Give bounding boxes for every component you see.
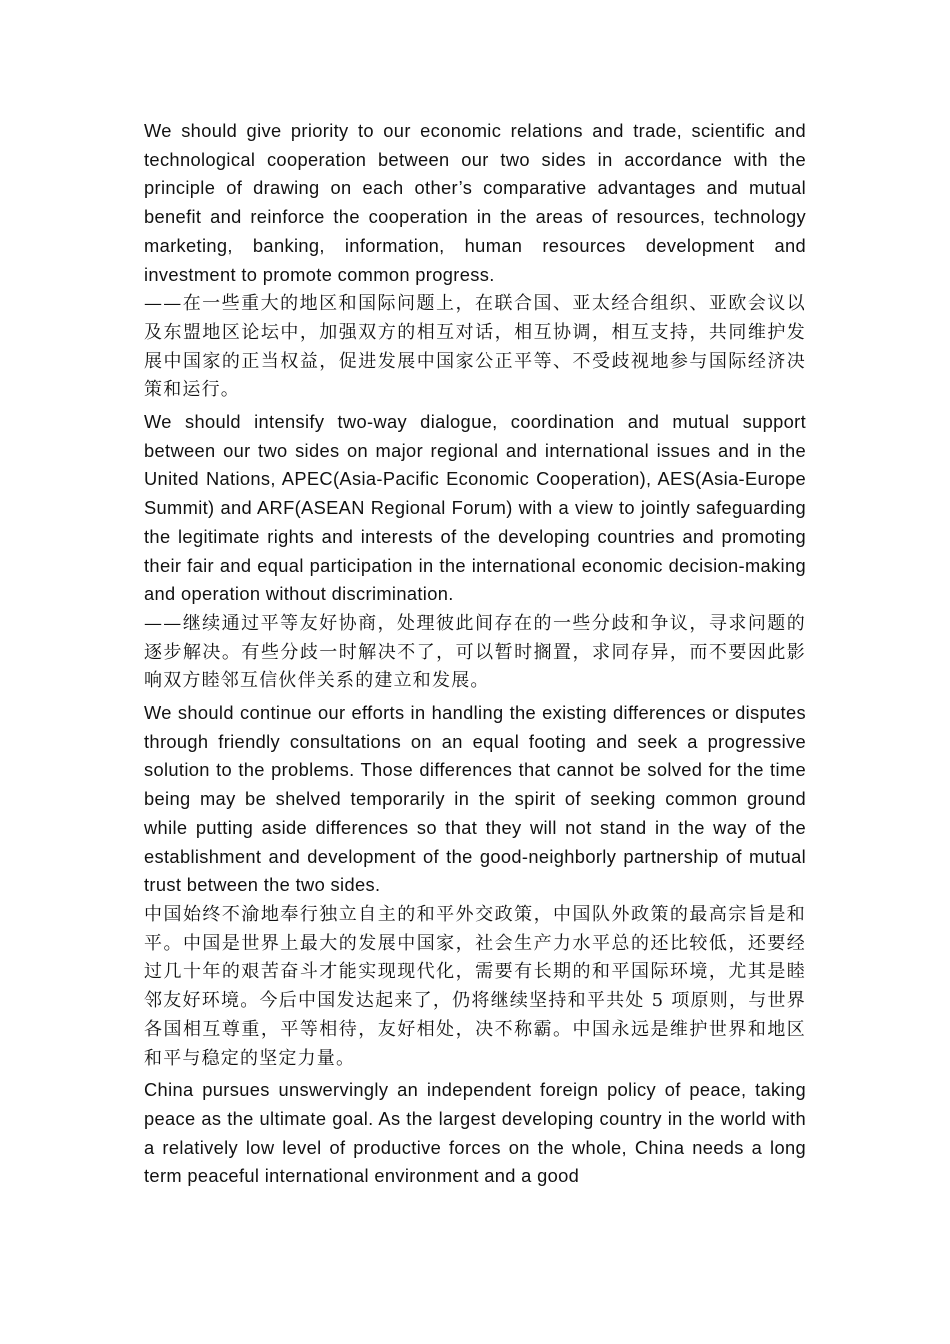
paragraph-en-economic-cooperation: We should give priority to our economic relations and trade, scientific and technological cooperation between our two sides in accordance with the principle of drawing on each other’s comparative advantages and mutual benefit and reinforce the cooperation in the areas of resources, technology marketing, banking, information, human resources development and investment to promote common progress. <box>144 120 806 285</box>
document-page <box>144 117 806 1191</box>
paragraph-zh-disputes: ——继续通过平等友好协商，处理彼此间存在的一些分歧和争议，寻求问题的逐步解决。有些分歧一时解决不了，可以暂时搁置，求同存异，而不要因此影响双方睦邻互信伙伴关系的建立和发展。 <box>144 612 806 692</box>
paragraph-zh-regional-issues: ——在一些重大的地区和国际问题上，在联合国、亚太经合组织、亚欧会议以及东盟地区论坛中，加强双方的相互对话，相互协调，相互支持，共同维护发展中国家的正当权益，促进发展中国家公正平等、不受歧视地参与国际经济决策和运行。 <box>144 293 806 401</box>
paragraph-en-disputes: We should continue our efforts in handling the existing differences or disputes through friendly consultations on an equal footing and seek a progressive solution to the problems. Those differences that cannot be solved for the time being may be shelved temporarily in the spirit of seeking common ground while putting aside differences so that they will not stand in the way of the establishment and development of the good-neighborly partnership of mutual trust between the two sides. <box>144 702 806 896</box>
paragraph-en-regional-issues: We should intensify two-way dialogue, coordination and mutual support between our two sides on major regional and international issues and in the United Nations, APEC(Asia-Pacific Economic Cooperation), AES(Asia-Europe Summit) and ARF(ASEAN Regional Forum) with a view to jointly safeguarding the legitimate rights and interests of the developing countries and promoting their fair and equal participation in the international economic decision-making and operation without discrimination. <box>144 411 806 605</box>
paragraph-en-foreign-policy: China pursues unswervingly an independent foreign policy of peace, taking peace as the ultimate goal. As the largest developing country in the world with a relatively low level of productive forces on the whole, China needs a long term peaceful international environment and a good <box>144 1079 806 1187</box>
paragraph-zh-foreign-policy: 中国始终不渝地奉行独立自主的和平外交政策，中国队外政策的最高宗旨是和平。中国是世界上最大的发展中国家，社会生产力水平总的还比较低，还要经过几十年的艰苦奋斗才能实现现代化，需要有长期的和平国际环境，尤其是睦邻友好环境。今后中国发达起来了，仍将继续坚持和平共处 5 项原则，与世界各国相互尊重，平等相待，友好相处，决不称霸。中国永远是维护世界和地区和平与稳定的坚定力量。 <box>144 903 806 1069</box>
